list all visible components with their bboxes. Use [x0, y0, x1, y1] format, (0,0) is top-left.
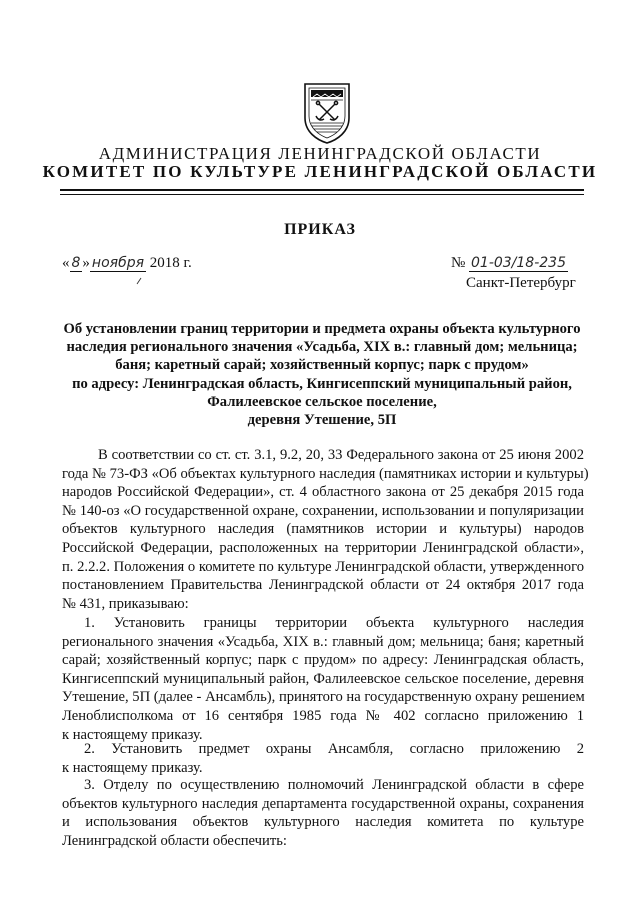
text-line: 2. Установить предмет охраны Ансамбля, согласно приложению 2 [84, 741, 584, 757]
text-line: народов Российской Федерации», ст. 4 областного закона от 25 декабря 2015 года [62, 484, 584, 501]
date-month: ноября [91, 255, 145, 271]
item-2-paragraph [62, 740, 584, 777]
text-line: В соответствии со ст. ст. 3.1, 9.2, 20, 33 Федерального закона от 25 июня 2002 [98, 447, 584, 463]
text-line: 3. Отделу по осуществлению полномочий Ленинградской области в сфере [84, 777, 584, 793]
item-1-paragraph [62, 614, 584, 744]
document-date [62, 255, 192, 272]
date-open-quote: « [62, 255, 70, 271]
number-value: 01-03/18-235 [471, 255, 566, 271]
text-line: п. 2.2.2. Положения о комитете по культуре Ленинградской области, утвержденного [62, 558, 584, 575]
document-title [60, 320, 584, 429]
title-line: Об установлении границ территории и предмета охраны объекта культурного [63, 321, 581, 337]
document-city: Санкт-Петербург [466, 275, 576, 291]
text-line: Кингисеппский муниципальный район, Фалилеевское сельское поселение, деревня [62, 670, 584, 687]
title-line: Фалилеевское сельское поселение, [207, 393, 437, 410]
text-line: постановлением Правительства Ленинградской области от 24 октября 2017 года [62, 577, 584, 594]
title-line: деревня Утешение, 5П [247, 412, 397, 429]
header-rule-thin [60, 194, 584, 195]
title-line: наследия регионального значения «Усадьба, XIX в.: главный дом; мельница; [66, 339, 578, 356]
text-line: Леноблисполкома от 16 сентября 1985 года № 402 согласно приложению 1 [62, 707, 584, 724]
preamble-paragraph [62, 446, 589, 613]
org-line-2: КОМИТЕТ ПО КУЛЬТУРЕ ЛЕНИНГРАДСКОЙ ОБЛАСТИ [42, 162, 598, 181]
number-label: № [450, 255, 466, 271]
title-line: по адресу: Ленинградская область, Кингисеппский муниципальный район, [72, 375, 572, 392]
title-line: баня; каретный сарай; хозяйственный корпус; парк с прудом» [115, 357, 529, 374]
text-line: Российской Федерации, расположенных на территории Ленинградской области», [62, 539, 584, 556]
date-close-quote: » [82, 255, 90, 271]
date-pen-mark-icon [136, 277, 142, 285]
text-line: 1. Установить границы территории объекта культурного наследия [84, 615, 584, 631]
coat-of-arms-icon [301, 82, 353, 144]
date-year: 2018 г. [149, 255, 192, 271]
text-line: к настоящему приказу. [62, 726, 203, 743]
text-line: года № 73-ФЗ «Об объектах культурного наследия (памятниках истории и культуры) [62, 465, 589, 482]
text-line: и использования объектов культурного наследия комитета по культуре [62, 814, 584, 831]
item-3-paragraph [62, 776, 584, 850]
document-number [451, 255, 568, 272]
text-line: № 431, приказываю: [62, 595, 189, 612]
org-line-1: АДМИНИСТРАЦИЯ ЛЕНИНГРАДСКОЙ ОБЛАСТИ [98, 144, 542, 163]
date-day: 8 [71, 255, 81, 271]
text-line: к настоящему приказу. [62, 759, 203, 776]
document-type: ПРИКАЗ [284, 221, 356, 238]
text-line: объектов культурного наследия (памятников истории и культуры) народов [62, 521, 584, 538]
text-line: № 140-оз «О государственной охране, сохранении, использовании и популяризации [62, 502, 584, 519]
text-line: сарай; хозяйственный корпус; парк с прудом» по адресу: Ленинградская область, [62, 652, 584, 669]
text-line: регионального значения «Усадьба, XIX в.: главный дом; мельница; баня; каретный [62, 633, 584, 650]
text-line: Утешение, 5П (далее - Ансамбль), принятого на государственную охрану решением [62, 689, 585, 706]
text-line: объектов культурного наследия департамента государственной охраны, сохранения [62, 795, 584, 812]
text-line: Ленинградской области обеспечить: [62, 832, 287, 849]
header-rule-thick [60, 189, 584, 191]
